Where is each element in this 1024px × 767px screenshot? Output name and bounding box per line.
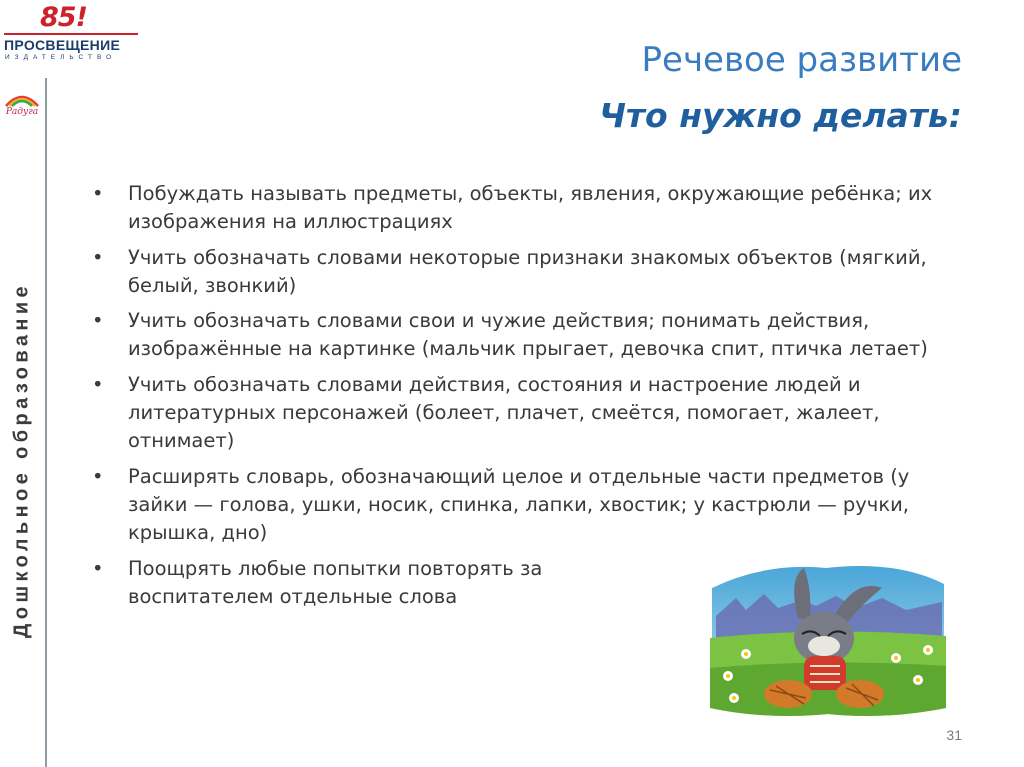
sidebar-divider — [45, 78, 47, 767]
bullet-marker: • — [92, 464, 104, 488]
bullet-item — [92, 180, 962, 237]
bullet-text: Побуждать называть предметы, объекты, явления, окружающие ребёнка; их изображения на иллюстрациях — [128, 182, 933, 234]
publisher-logo-number: 85! — [40, 2, 87, 33]
slide-subtitle: Что нужно делать: — [599, 96, 962, 135]
publisher-logo-rule — [4, 33, 138, 35]
bullet-list — [92, 180, 962, 618]
page-number: 31 — [946, 727, 962, 743]
bullet-marker: • — [92, 556, 104, 580]
bunny-illustration — [706, 558, 950, 718]
bullet-item — [92, 463, 962, 548]
bullet-text: Учить обозначать словами действия, состояния и настроение людей и литературных персонажей (болеет, плачет, смеётся, помогает, жалеет, отнимает) — [128, 372, 880, 453]
bullet-item — [92, 307, 962, 364]
bullet-item — [92, 555, 588, 612]
raduga-logo-text: Радуга — [5, 107, 39, 117]
bullet-marker: • — [92, 182, 104, 205]
bullet-item — [92, 371, 962, 456]
publisher-logo-subtitle: ИЗДАТЕЛЬСТВО — [5, 54, 117, 61]
sidebar-section-label: Дошкольное образование — [10, 281, 33, 639]
bullet-marker: • — [92, 372, 104, 396]
bullet-marker: • — [92, 245, 104, 269]
bunny-muzzle — [808, 636, 840, 656]
publisher-logo-name: ПРОСВЕЩЕНИЕ — [4, 37, 121, 53]
slide-title: Речевое развитие — [641, 40, 962, 80]
bullet-text: Поощрять любые попытки повторять за воспитателем отдельные слова — [128, 556, 543, 608]
bullet-text: Учить обозначать словами некоторые признаки знакомых объектов (мягкий, белый, звонкий) — [128, 245, 927, 297]
bullet-text: Расширять словарь, обозначающий целое и отдельные части предметов (у зайки — голова, ушки, носик, спинка, лапки, хвостик; у кастрюли — ручки, крышка, дно) — [128, 464, 910, 545]
bullet-text: Учить обозначать словами свои и чужие действия; понимать действия, изображённые на картинке (мальчик прыгает, девочка спит, птичка летает) — [128, 309, 928, 361]
raduga-logo-icon — [2, 86, 42, 118]
bullet-marker: • — [92, 309, 104, 333]
bullet-item — [92, 244, 962, 301]
